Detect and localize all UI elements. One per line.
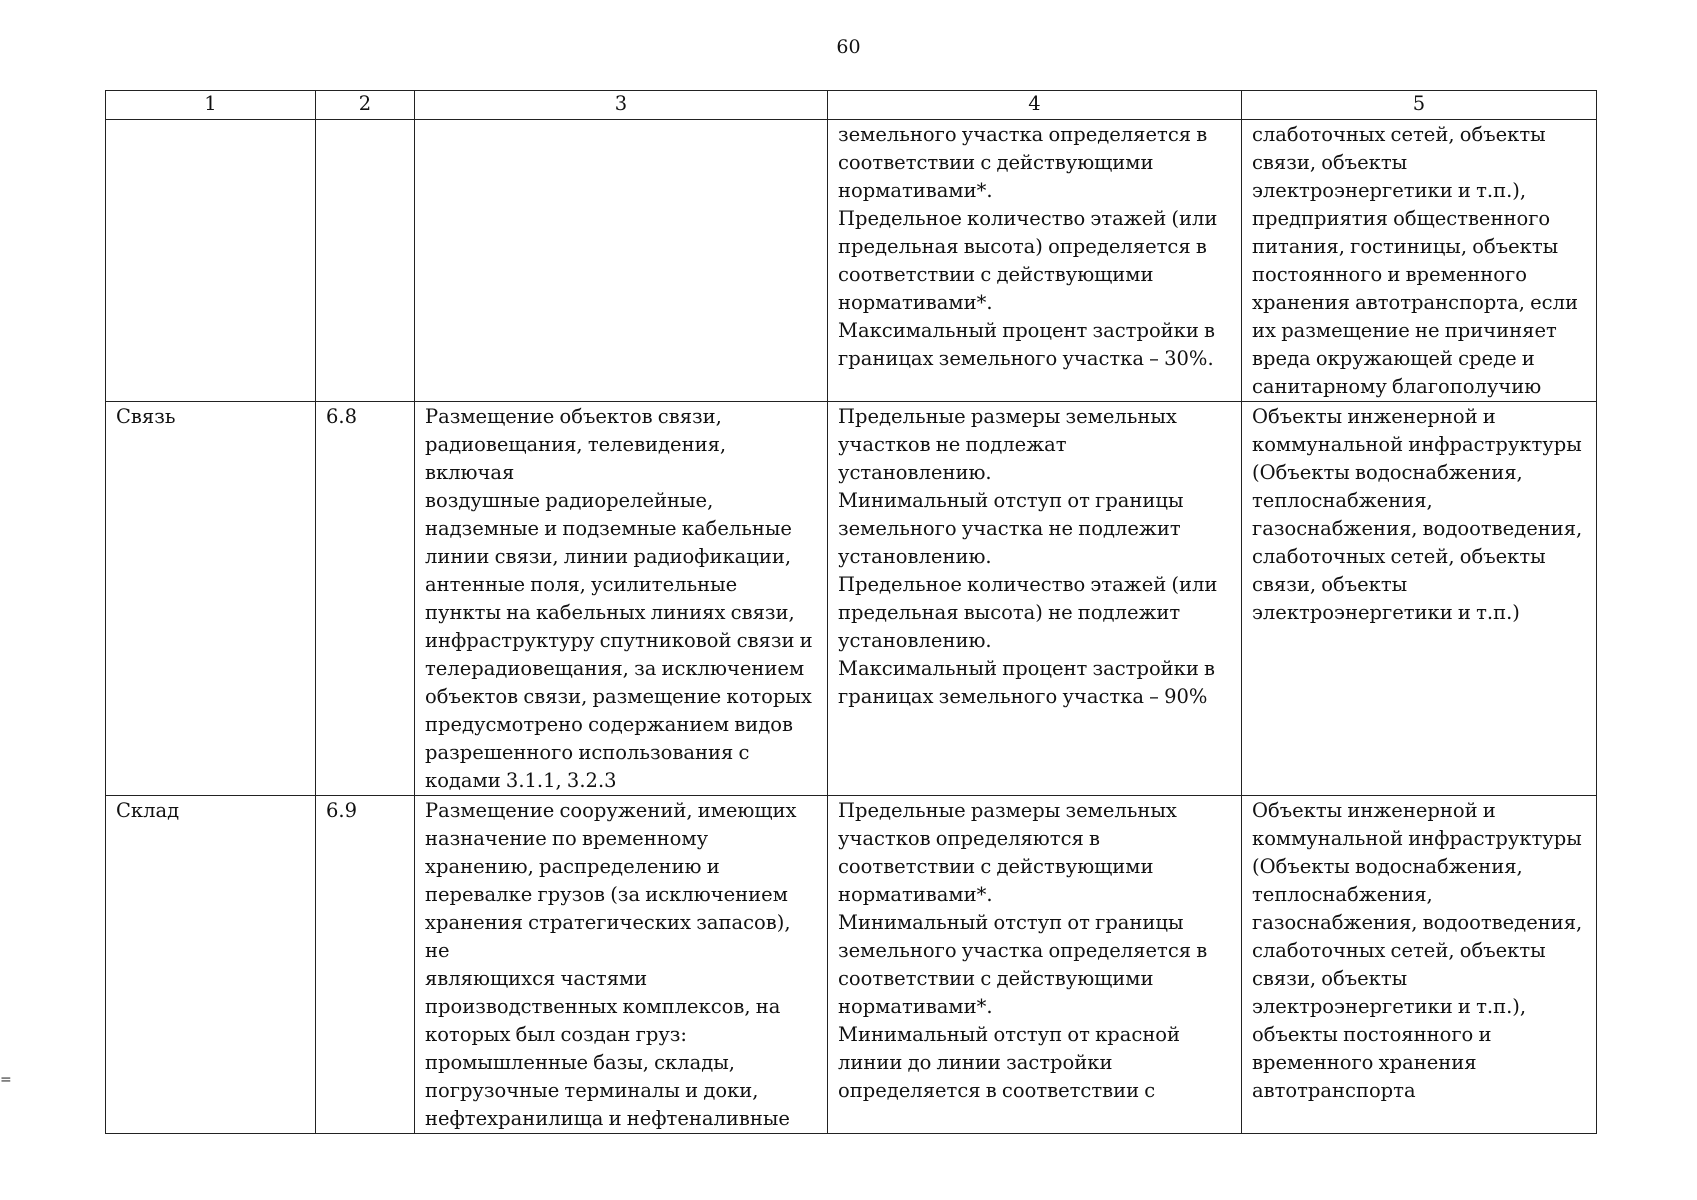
cell-auxiliary-uses: Объекты инженерной и коммунальной инфраструктуры (Объекты водоснабжения, теплоснабжения, газоснабжения, водоотведения, слаботочных сетей, объекты связи, объекты электроэнергетики и т.п.) — [1242, 402, 1597, 796]
header-col-1: 1 — [106, 91, 316, 120]
margin-mark: = — [0, 1072, 12, 1088]
cell-use-name: Связь — [106, 402, 316, 796]
table-row-sklad — [106, 796, 1597, 1134]
cell-use-description: Размещение сооружений, имеющих назначение по временному хранению, распределению и перевалке грузов (за исключением хранения стратегических запасов), не являющихся частями производственных комплексов, на которых был создан груз: промышленные базы, склады, погрузочные терминалы и доки, нефтехранилища и нефтеналивные — [415, 796, 828, 1134]
header-col-3: 3 — [415, 91, 828, 120]
cell-use-code: 6.8 — [316, 402, 415, 796]
page-number: 60 — [836, 36, 861, 58]
table-body — [106, 120, 1597, 1134]
table-row-svyaz — [106, 402, 1597, 796]
cell-use-name — [106, 120, 316, 402]
header-col-5: 5 — [1242, 91, 1597, 120]
cell-use-description: Размещение объектов связи, радиовещания, телевидения, включая воздушные радиорелейные, надземные и подземные кабельные линии связи, линии радиофикации, антенные поля, усилительные пункты на кабельных линиях связи, инфраструктуру спутниковой связи и телерадиовещания, за исключением объектов связи, размещение которых предусмотрено содержанием видов разрешенного использования с кодами 3.1.1, 3.2.3 — [415, 402, 828, 796]
cell-use-code: 6.9 — [316, 796, 415, 1134]
cell-parameters: Предельные размеры земельных участков определяются в соответствии с действующими нормативами*. Минимальный отступ от границы земельного участка определяется в соответствии с действующими нормативами*. Минимальный отступ от красной линии до линии застройки определяется в соответствии с — [828, 796, 1242, 1134]
table-row-continued — [106, 120, 1597, 402]
cell-use-description — [415, 120, 828, 402]
header-row — [106, 91, 1597, 120]
land-use-table — [105, 90, 1597, 1134]
cell-auxiliary-uses: Объекты инженерной и коммунальной инфраструктуры (Объекты водоснабжения, теплоснабжения, газоснабжения, водоотведения, слаботочных сетей, объекты связи, объекты электроэнергетики и т.п.), объекты постоянного и временного хранения автотранспорта — [1242, 796, 1597, 1134]
cell-auxiliary-uses: слаботочных сетей, объекты связи, объекты электроэнергетики и т.п.), предприятия общественного питания, гостиницы, объекты постоянного и временного хранения автотранспорта, если их размещение не причиняет вреда окружающей среде и санитарному благополучию — [1242, 120, 1597, 402]
cell-parameters: земельного участка определяется в соответствии с действующими нормативами*. Предельное количество этажей (или предельная высота) определяется в соответствии с действующими нормативами*. Максимальный процент застройки в границах земельного участка – 30%. — [828, 120, 1242, 402]
cell-use-name: Склад — [106, 796, 316, 1134]
cell-parameters: Предельные размеры земельных участков не подлежат установлению. Минимальный отступ от границы земельного участка не подлежит установлению. Предельное количество этажей (или предельная высота) не подлежит установлению. Максимальный процент застройки в границах земельного участка – 90% — [828, 402, 1242, 796]
table-header — [106, 91, 1597, 120]
cell-use-code — [316, 120, 415, 402]
header-col-4: 4 — [828, 91, 1242, 120]
header-col-2: 2 — [316, 91, 415, 120]
